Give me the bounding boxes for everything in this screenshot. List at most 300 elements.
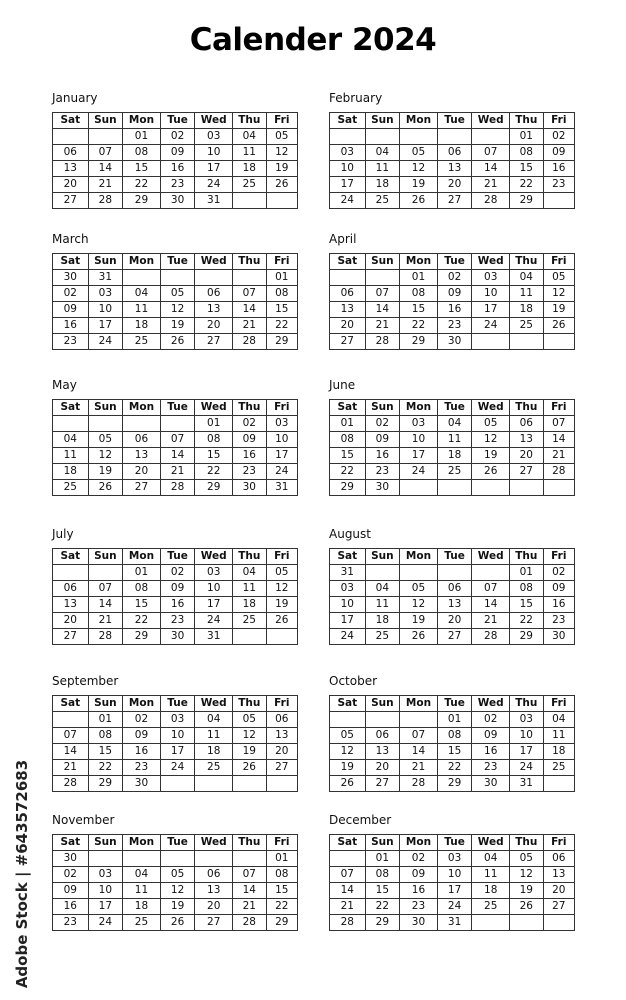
day-cell: 25 bbox=[510, 318, 544, 334]
day-cell: 03 bbox=[160, 712, 195, 728]
day-cell: 25 bbox=[233, 613, 267, 629]
weekday-header: Sun bbox=[88, 254, 123, 270]
day-cell: 07 bbox=[330, 867, 366, 883]
week-row bbox=[330, 760, 575, 776]
day-cell: 07 bbox=[233, 867, 267, 883]
weekday-header-row bbox=[53, 835, 298, 851]
day-cell: 06 bbox=[53, 581, 89, 597]
day-cell: 01 bbox=[123, 565, 161, 581]
day-cell: 27 bbox=[266, 760, 297, 776]
day-cell: 28 bbox=[88, 629, 123, 645]
day-cell: 21 bbox=[400, 760, 438, 776]
day-cell bbox=[195, 776, 233, 792]
weekday-header: Wed bbox=[472, 696, 510, 712]
day-cell: 14 bbox=[53, 744, 89, 760]
day-cell bbox=[233, 629, 267, 645]
day-cell: 13 bbox=[437, 161, 472, 177]
month-table bbox=[329, 695, 575, 792]
week-row bbox=[53, 464, 298, 480]
day-cell bbox=[365, 129, 400, 145]
day-cell: 08 bbox=[195, 432, 233, 448]
day-cell: 03 bbox=[400, 416, 438, 432]
day-cell: 14 bbox=[543, 432, 574, 448]
day-cell bbox=[233, 193, 267, 209]
day-cell bbox=[543, 480, 574, 496]
day-cell: 03 bbox=[330, 145, 366, 161]
day-cell: 18 bbox=[365, 177, 400, 193]
day-cell: 06 bbox=[266, 712, 297, 728]
week-row bbox=[53, 613, 298, 629]
day-cell: 07 bbox=[472, 581, 510, 597]
week-row bbox=[53, 883, 298, 899]
day-cell: 22 bbox=[510, 613, 544, 629]
day-cell: 21 bbox=[233, 318, 267, 334]
day-cell bbox=[510, 915, 544, 931]
day-cell: 15 bbox=[510, 597, 544, 613]
day-cell: 21 bbox=[543, 448, 574, 464]
week-row bbox=[330, 177, 575, 193]
day-cell: 29 bbox=[88, 776, 123, 792]
day-cell: 14 bbox=[472, 161, 510, 177]
week-row bbox=[330, 613, 575, 629]
day-cell: 16 bbox=[160, 161, 195, 177]
day-cell: 23 bbox=[160, 177, 195, 193]
day-cell bbox=[543, 915, 574, 931]
day-cell: 02 bbox=[53, 286, 89, 302]
week-row bbox=[330, 899, 575, 915]
weekday-header: Sat bbox=[330, 254, 366, 270]
day-cell: 02 bbox=[233, 416, 267, 432]
day-cell: 11 bbox=[365, 161, 400, 177]
day-cell: 04 bbox=[233, 565, 267, 581]
day-cell: 12 bbox=[266, 145, 297, 161]
day-cell: 22 bbox=[266, 318, 297, 334]
day-cell: 03 bbox=[330, 581, 366, 597]
day-cell: 24 bbox=[266, 464, 297, 480]
day-cell: 12 bbox=[233, 728, 267, 744]
week-row bbox=[53, 334, 298, 350]
day-cell: 21 bbox=[330, 899, 366, 915]
day-cell: 01 bbox=[330, 416, 366, 432]
day-cell: 18 bbox=[233, 161, 267, 177]
weekday-header: Tue bbox=[437, 696, 472, 712]
day-cell bbox=[472, 129, 510, 145]
day-cell: 30 bbox=[160, 629, 195, 645]
day-cell: 05 bbox=[400, 581, 438, 597]
day-cell: 04 bbox=[123, 867, 161, 883]
day-cell: 07 bbox=[53, 728, 89, 744]
day-cell: 03 bbox=[510, 712, 544, 728]
day-cell: 25 bbox=[543, 760, 574, 776]
day-cell: 02 bbox=[437, 270, 472, 286]
weekday-header: Tue bbox=[160, 254, 195, 270]
weekday-header: Mon bbox=[400, 549, 438, 565]
day-cell: 28 bbox=[53, 776, 89, 792]
day-cell: 17 bbox=[266, 448, 297, 464]
day-cell: 30 bbox=[160, 193, 195, 209]
week-row bbox=[330, 448, 575, 464]
month-name: February bbox=[329, 91, 383, 105]
month-name: May bbox=[52, 378, 77, 392]
day-cell: 30 bbox=[543, 629, 574, 645]
day-cell: 18 bbox=[53, 464, 89, 480]
day-cell: 19 bbox=[400, 177, 438, 193]
weekday-header: Fri bbox=[543, 696, 574, 712]
week-row bbox=[330, 597, 575, 613]
day-cell: 11 bbox=[53, 448, 89, 464]
weekday-header: Sun bbox=[88, 113, 123, 129]
weekday-header: Mon bbox=[123, 549, 161, 565]
day-cell: 17 bbox=[472, 302, 510, 318]
weekday-header: Tue bbox=[437, 254, 472, 270]
day-cell: 20 bbox=[266, 744, 297, 760]
day-cell: 17 bbox=[330, 177, 366, 193]
day-cell: 02 bbox=[472, 712, 510, 728]
day-cell: 07 bbox=[543, 416, 574, 432]
week-row bbox=[53, 177, 298, 193]
day-cell: 04 bbox=[53, 432, 89, 448]
day-cell bbox=[543, 776, 574, 792]
week-row bbox=[53, 867, 298, 883]
day-cell: 16 bbox=[365, 448, 400, 464]
day-cell: 26 bbox=[510, 899, 544, 915]
month-name: November bbox=[52, 813, 115, 827]
day-cell: 28 bbox=[233, 915, 267, 931]
weekday-header: Thu bbox=[510, 254, 544, 270]
weekday-header: Wed bbox=[195, 400, 233, 416]
weekday-header-row bbox=[330, 400, 575, 416]
day-cell: 08 bbox=[365, 867, 400, 883]
day-cell: 18 bbox=[233, 597, 267, 613]
day-cell: 25 bbox=[53, 480, 89, 496]
day-cell: 05 bbox=[88, 432, 123, 448]
day-cell: 22 bbox=[88, 760, 123, 776]
day-cell: 07 bbox=[233, 286, 267, 302]
day-cell: 09 bbox=[543, 145, 574, 161]
weekday-header-row bbox=[330, 549, 575, 565]
day-cell: 24 bbox=[88, 915, 123, 931]
day-cell: 19 bbox=[233, 744, 267, 760]
day-cell: 29 bbox=[510, 193, 544, 209]
day-cell: 01 bbox=[123, 129, 161, 145]
weekday-header-row bbox=[330, 835, 575, 851]
day-cell: 05 bbox=[160, 286, 195, 302]
day-cell: 24 bbox=[330, 629, 366, 645]
day-cell: 14 bbox=[160, 448, 195, 464]
day-cell bbox=[160, 416, 195, 432]
weekday-header: Tue bbox=[437, 549, 472, 565]
day-cell: 20 bbox=[437, 613, 472, 629]
weekday-header: Fri bbox=[266, 835, 297, 851]
day-cell: 12 bbox=[160, 883, 195, 899]
weekday-header: Thu bbox=[233, 835, 267, 851]
day-cell: 14 bbox=[233, 883, 267, 899]
weekday-header: Fri bbox=[543, 400, 574, 416]
day-cell: 06 bbox=[365, 728, 400, 744]
day-cell bbox=[510, 334, 544, 350]
day-cell: 07 bbox=[88, 581, 123, 597]
week-row bbox=[53, 318, 298, 334]
day-cell bbox=[233, 851, 267, 867]
weekday-header: Fri bbox=[543, 254, 574, 270]
day-cell: 04 bbox=[195, 712, 233, 728]
day-cell: 12 bbox=[88, 448, 123, 464]
stock-watermark-id bbox=[10, 758, 34, 990]
weekday-header: Fri bbox=[266, 254, 297, 270]
day-cell: 08 bbox=[400, 286, 438, 302]
day-cell: 18 bbox=[510, 302, 544, 318]
day-cell bbox=[266, 776, 297, 792]
weekday-header: Thu bbox=[510, 400, 544, 416]
day-cell: 23 bbox=[472, 760, 510, 776]
week-row bbox=[330, 161, 575, 177]
day-cell: 18 bbox=[365, 613, 400, 629]
day-cell: 21 bbox=[233, 899, 267, 915]
day-cell bbox=[88, 416, 123, 432]
day-cell: 15 bbox=[266, 883, 297, 899]
day-cell: 26 bbox=[266, 613, 297, 629]
day-cell: 20 bbox=[543, 883, 574, 899]
day-cell: 25 bbox=[195, 760, 233, 776]
day-cell: 02 bbox=[400, 851, 438, 867]
week-row bbox=[53, 193, 298, 209]
day-cell: 14 bbox=[88, 161, 123, 177]
weekday-header: Mon bbox=[123, 696, 161, 712]
weekday-header: Sun bbox=[88, 400, 123, 416]
day-cell: 02 bbox=[543, 129, 574, 145]
day-cell: 14 bbox=[88, 597, 123, 613]
day-cell: 05 bbox=[266, 129, 297, 145]
month-table bbox=[52, 695, 298, 792]
week-row bbox=[330, 581, 575, 597]
day-cell: 11 bbox=[123, 883, 161, 899]
day-cell: 31 bbox=[330, 565, 366, 581]
day-cell: 08 bbox=[510, 145, 544, 161]
month-table bbox=[52, 548, 298, 645]
month-table bbox=[329, 399, 575, 496]
day-cell: 06 bbox=[195, 286, 233, 302]
day-cell: 20 bbox=[123, 464, 161, 480]
day-cell: 13 bbox=[437, 597, 472, 613]
day-cell: 27 bbox=[195, 915, 233, 931]
weekday-header: Thu bbox=[233, 696, 267, 712]
day-cell: 10 bbox=[437, 867, 472, 883]
day-cell: 17 bbox=[195, 597, 233, 613]
day-cell: 26 bbox=[88, 480, 123, 496]
day-cell: 27 bbox=[437, 193, 472, 209]
day-cell: 21 bbox=[365, 318, 400, 334]
day-cell: 07 bbox=[365, 286, 400, 302]
day-cell: 26 bbox=[330, 776, 366, 792]
weekday-header: Sat bbox=[53, 549, 89, 565]
day-cell bbox=[160, 851, 195, 867]
day-cell: 04 bbox=[233, 129, 267, 145]
month-name: December bbox=[329, 813, 392, 827]
weekday-header: Tue bbox=[160, 549, 195, 565]
day-cell: 01 bbox=[437, 712, 472, 728]
day-cell: 19 bbox=[510, 883, 544, 899]
day-cell: 09 bbox=[160, 145, 195, 161]
day-cell bbox=[266, 193, 297, 209]
weekday-header: Mon bbox=[123, 835, 161, 851]
day-cell: 13 bbox=[365, 744, 400, 760]
day-cell: 15 bbox=[123, 597, 161, 613]
month-name: March bbox=[52, 232, 89, 246]
day-cell: 10 bbox=[195, 145, 233, 161]
day-cell: 08 bbox=[123, 581, 161, 597]
day-cell: 23 bbox=[365, 464, 400, 480]
day-cell: 04 bbox=[123, 286, 161, 302]
weekday-header: Wed bbox=[472, 254, 510, 270]
day-cell: 09 bbox=[123, 728, 161, 744]
weekday-header-row bbox=[53, 113, 298, 129]
day-cell: 03 bbox=[195, 565, 233, 581]
month-table bbox=[52, 112, 298, 209]
day-cell: 10 bbox=[330, 161, 366, 177]
week-row bbox=[330, 334, 575, 350]
weekday-header: Sat bbox=[53, 254, 89, 270]
day-cell: 29 bbox=[123, 629, 161, 645]
day-cell: 04 bbox=[437, 416, 472, 432]
day-cell: 10 bbox=[88, 302, 123, 318]
day-cell bbox=[510, 480, 544, 496]
day-cell: 24 bbox=[437, 899, 472, 915]
day-cell: 04 bbox=[543, 712, 574, 728]
week-row bbox=[53, 286, 298, 302]
month-table bbox=[52, 834, 298, 931]
day-cell: 02 bbox=[365, 416, 400, 432]
day-cell: 06 bbox=[330, 286, 366, 302]
weekday-header: Fri bbox=[266, 549, 297, 565]
day-cell: 16 bbox=[123, 744, 161, 760]
day-cell: 10 bbox=[88, 883, 123, 899]
day-cell: 08 bbox=[266, 867, 297, 883]
day-cell: 04 bbox=[510, 270, 544, 286]
weekday-header: Thu bbox=[510, 549, 544, 565]
day-cell: 25 bbox=[233, 177, 267, 193]
day-cell: 29 bbox=[400, 334, 438, 350]
day-cell: 12 bbox=[543, 286, 574, 302]
day-cell: 17 bbox=[437, 883, 472, 899]
weekday-header: Sun bbox=[88, 549, 123, 565]
week-row bbox=[330, 302, 575, 318]
day-cell: 31 bbox=[88, 270, 123, 286]
weekday-header: Mon bbox=[123, 113, 161, 129]
weekday-header-row bbox=[53, 254, 298, 270]
month-table bbox=[52, 399, 298, 496]
day-cell: 19 bbox=[266, 161, 297, 177]
day-cell: 23 bbox=[53, 334, 89, 350]
day-cell: 02 bbox=[123, 712, 161, 728]
weekday-header: Wed bbox=[472, 400, 510, 416]
week-row bbox=[53, 899, 298, 915]
day-cell: 26 bbox=[400, 629, 438, 645]
day-cell: 12 bbox=[510, 867, 544, 883]
day-cell: 31 bbox=[510, 776, 544, 792]
weekday-header: Mon bbox=[123, 400, 161, 416]
day-cell: 01 bbox=[510, 129, 544, 145]
day-cell: 24 bbox=[400, 464, 438, 480]
weekday-header: Sat bbox=[330, 400, 366, 416]
day-cell: 30 bbox=[437, 334, 472, 350]
day-cell: 29 bbox=[437, 776, 472, 792]
weekday-header: Fri bbox=[543, 549, 574, 565]
day-cell: 16 bbox=[160, 597, 195, 613]
day-cell bbox=[88, 851, 123, 867]
day-cell: 06 bbox=[543, 851, 574, 867]
weekday-header: Mon bbox=[400, 696, 438, 712]
day-cell: 15 bbox=[510, 161, 544, 177]
weekday-header: Thu bbox=[233, 254, 267, 270]
day-cell: 05 bbox=[510, 851, 544, 867]
day-cell: 05 bbox=[400, 145, 438, 161]
day-cell: 16 bbox=[543, 597, 574, 613]
day-cell: 01 bbox=[365, 851, 400, 867]
day-cell: 27 bbox=[510, 464, 544, 480]
day-cell: 28 bbox=[472, 193, 510, 209]
day-cell: 13 bbox=[53, 161, 89, 177]
day-cell bbox=[472, 565, 510, 581]
weekday-header: Thu bbox=[510, 113, 544, 129]
day-cell: 18 bbox=[123, 318, 161, 334]
day-cell: 20 bbox=[510, 448, 544, 464]
day-cell: 01 bbox=[266, 270, 297, 286]
day-cell: 27 bbox=[365, 776, 400, 792]
day-cell: 21 bbox=[472, 177, 510, 193]
weekday-header-row bbox=[53, 400, 298, 416]
weekday-header: Sun bbox=[365, 549, 400, 565]
day-cell: 30 bbox=[233, 480, 267, 496]
day-cell: 11 bbox=[510, 286, 544, 302]
week-row bbox=[53, 270, 298, 286]
day-cell: 19 bbox=[160, 899, 195, 915]
day-cell: 03 bbox=[266, 416, 297, 432]
day-cell: 15 bbox=[195, 448, 233, 464]
week-row bbox=[330, 744, 575, 760]
day-cell: 19 bbox=[266, 597, 297, 613]
day-cell: 24 bbox=[88, 334, 123, 350]
day-cell: 22 bbox=[510, 177, 544, 193]
weekday-header: Wed bbox=[472, 835, 510, 851]
week-row bbox=[53, 760, 298, 776]
day-cell bbox=[400, 129, 438, 145]
day-cell: 05 bbox=[266, 565, 297, 581]
weekday-header: Sun bbox=[365, 696, 400, 712]
day-cell bbox=[365, 270, 400, 286]
weekday-header: Mon bbox=[400, 113, 438, 129]
week-row bbox=[330, 776, 575, 792]
day-cell: 11 bbox=[437, 432, 472, 448]
week-row bbox=[330, 712, 575, 728]
day-cell: 15 bbox=[266, 302, 297, 318]
day-cell: 09 bbox=[472, 728, 510, 744]
month-table bbox=[329, 834, 575, 931]
weekday-header-row bbox=[53, 549, 298, 565]
day-cell: 16 bbox=[543, 161, 574, 177]
day-cell: 16 bbox=[472, 744, 510, 760]
day-cell: 29 bbox=[330, 480, 366, 496]
day-cell: 01 bbox=[266, 851, 297, 867]
day-cell: 30 bbox=[123, 776, 161, 792]
day-cell: 04 bbox=[365, 145, 400, 161]
day-cell: 17 bbox=[330, 613, 366, 629]
day-cell: 15 bbox=[400, 302, 438, 318]
day-cell: 12 bbox=[330, 744, 366, 760]
weekday-header: Sun bbox=[88, 696, 123, 712]
day-cell: 23 bbox=[123, 760, 161, 776]
day-cell: 14 bbox=[233, 302, 267, 318]
day-cell: 06 bbox=[510, 416, 544, 432]
